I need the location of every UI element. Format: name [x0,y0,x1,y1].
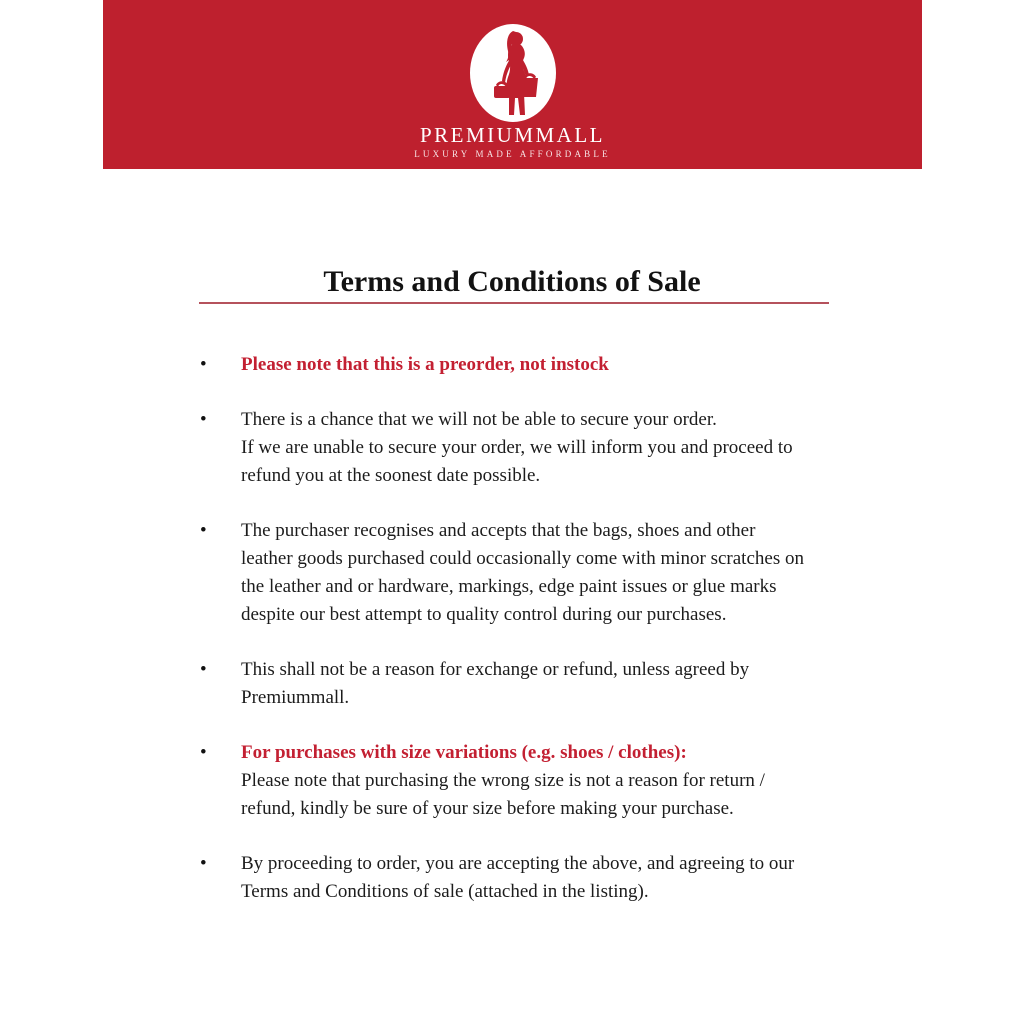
page-title: Terms and Conditions of Sale [323,265,701,299]
term-line: This shall not be a reason for exchange or refund, unless agreed by [241,659,750,680]
term-line: refund, kindly be sure of your size before making your purchase. [241,798,734,819]
term-item [200,406,900,490]
brand-wordmark: PREMIUMMALL [419,123,605,147]
term-line: There is a chance that we will not be able to secure your order. [241,409,717,430]
term-item [200,739,900,823]
bullet-marker: • [200,354,207,375]
brand-banner [103,0,922,169]
term-heading: Please note that this is a preorder, not instock [241,354,609,375]
term-line: despite our best attempt to quality control during our purchases. [241,604,727,625]
bullet-marker: • [200,520,207,541]
term-item [200,656,900,712]
term-item [200,351,900,379]
bullet-marker: • [200,659,207,680]
term-item [200,850,900,906]
term-line: Terms and Conditions of sale (attached in the listing). [241,881,649,902]
bullet-marker: • [200,409,207,430]
bullet-marker: • [200,742,207,763]
term-line: leather goods purchased could occasionally come with minor scratches on [241,548,804,569]
title-divider-line [199,302,829,304]
term-heading: For purchases with size variations (e.g. shoes / clothes): [241,742,687,763]
term-line: Please note that purchasing the wrong size is not a reason for return / [241,770,765,791]
term-line: the leather and or hardware, markings, edge paint issues or glue marks [241,576,777,597]
term-line: The purchaser recognises and accepts that the bags, shoes and other [241,520,756,541]
term-line: By proceeding to order, you are accepting the above, and agreeing to our [241,853,795,874]
term-line: Premiummall. [241,687,350,708]
term-item [200,517,900,629]
terms-list [200,351,900,933]
bullet-marker: • [200,853,207,874]
woman-shopper-silhouette-icon [468,23,558,123]
brand-tagline: LUXURY MADE AFFORDABLE [414,149,611,159]
term-line: refund you at the soonest date possible. [241,465,541,486]
term-line: If we are unable to secure your order, we will inform you and proceed to [241,437,793,458]
